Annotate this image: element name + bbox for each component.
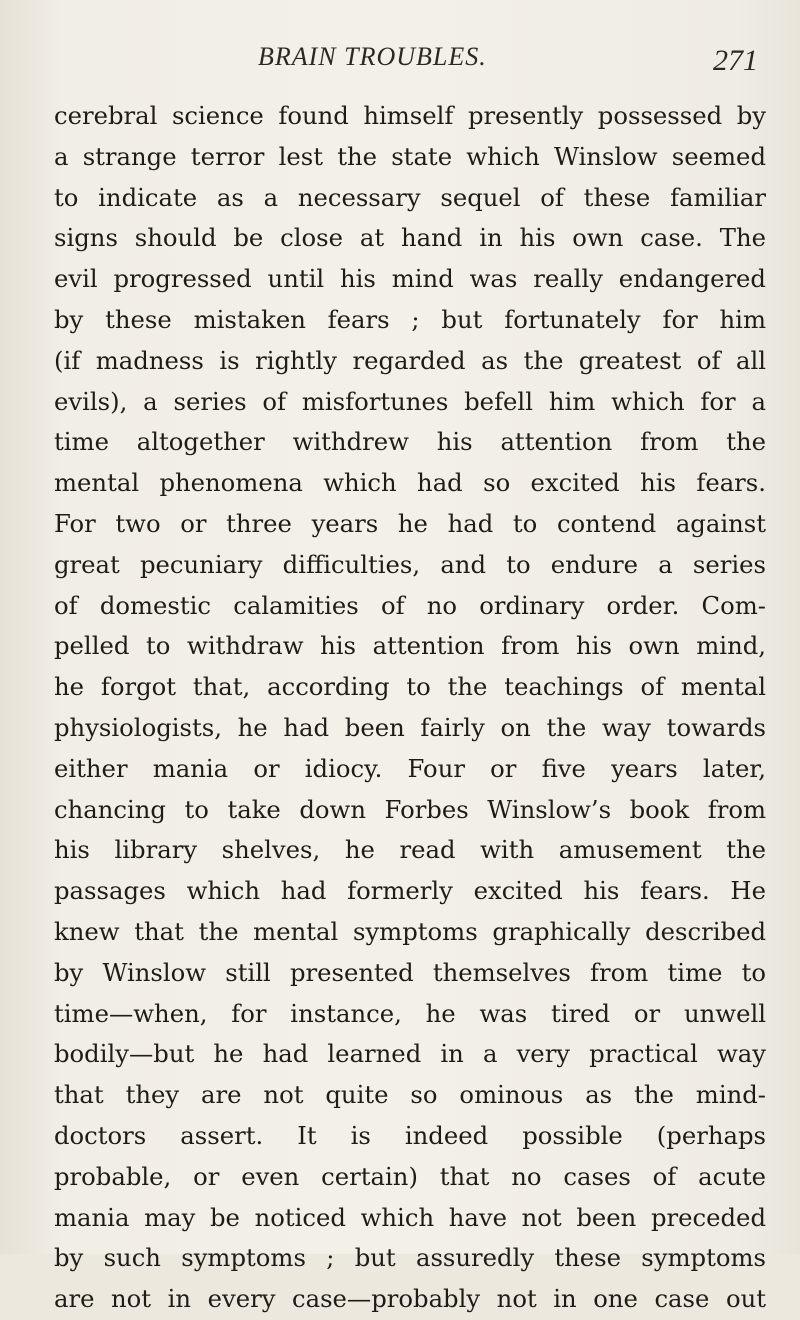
body-text [54, 96, 766, 1320]
text-line: cerebral science found himself presently possessed by [54, 101, 766, 130]
page-number: 271 [713, 44, 758, 77]
text-line: evils), a series of misfortunes befell him which for a [54, 386, 766, 416]
text-line: signs should be close at hand in his own case. The [54, 223, 766, 253]
page-header [0, 42, 800, 82]
text-line: time—when, for instance, he was tired or unwell [54, 998, 766, 1028]
text-line: he forgot that, according to the teachings of mental [54, 672, 766, 702]
text-line: are not in every case—probably not in one case out [54, 1284, 766, 1314]
text-line: a strange terror lest the state which Winslow seemed [54, 141, 766, 171]
text-line: pelled to withdraw his attention from his own mind, [54, 631, 766, 661]
text-line: passages which had formerly excited his fears. He [54, 876, 766, 906]
text-line: his library shelves, he read with amusement the [54, 835, 766, 865]
text-line: mania may be noticed which have not been preceded [54, 1202, 766, 1232]
text-line: doctors assert. It is indeed possible (perhaps [54, 1120, 766, 1150]
text-line: bodily—but he had learned in a very practical way [54, 1039, 766, 1069]
text-line: that they are not quite so ominous as the mind- [54, 1080, 766, 1110]
text-line: knew that the mental symptoms graphically described [54, 916, 766, 946]
text-line: (if madness is rightly regarded as the greatest of all [54, 345, 766, 375]
text-line: evil progressed until his mind was really endangered [54, 264, 766, 294]
text-line: either mania or idiocy. Four or five years later, [54, 753, 766, 783]
text-line: physiologists, he had been fairly on the way towards [54, 712, 766, 742]
text-line: mental phenomena which had so excited his fears. [54, 468, 766, 498]
text-line: For two or three years he had to contend against [54, 508, 766, 538]
text-line: by Winslow still presented themselves from time to [54, 957, 766, 987]
text-line: by these mistaken fears ; but fortunately for him [54, 304, 766, 334]
text-line: to indicate as a necessary sequel of these familiar [54, 182, 766, 212]
text-line: by such symptoms ; but assuredly these symptoms [54, 1243, 766, 1273]
text-line: of domestic calamities of no ordinary order. Com- [54, 590, 766, 620]
text-line: time altogether withdrew his attention from the [54, 427, 766, 457]
text-line: chancing to take down Forbes Winslow’s book from [54, 794, 766, 824]
running-head: BRAIN TROUBLES. [258, 42, 487, 71]
text-line: great pecuniary difficulties, and to endure a series [54, 549, 766, 579]
text-line: probable, or even certain) that no cases of acute [54, 1161, 766, 1191]
